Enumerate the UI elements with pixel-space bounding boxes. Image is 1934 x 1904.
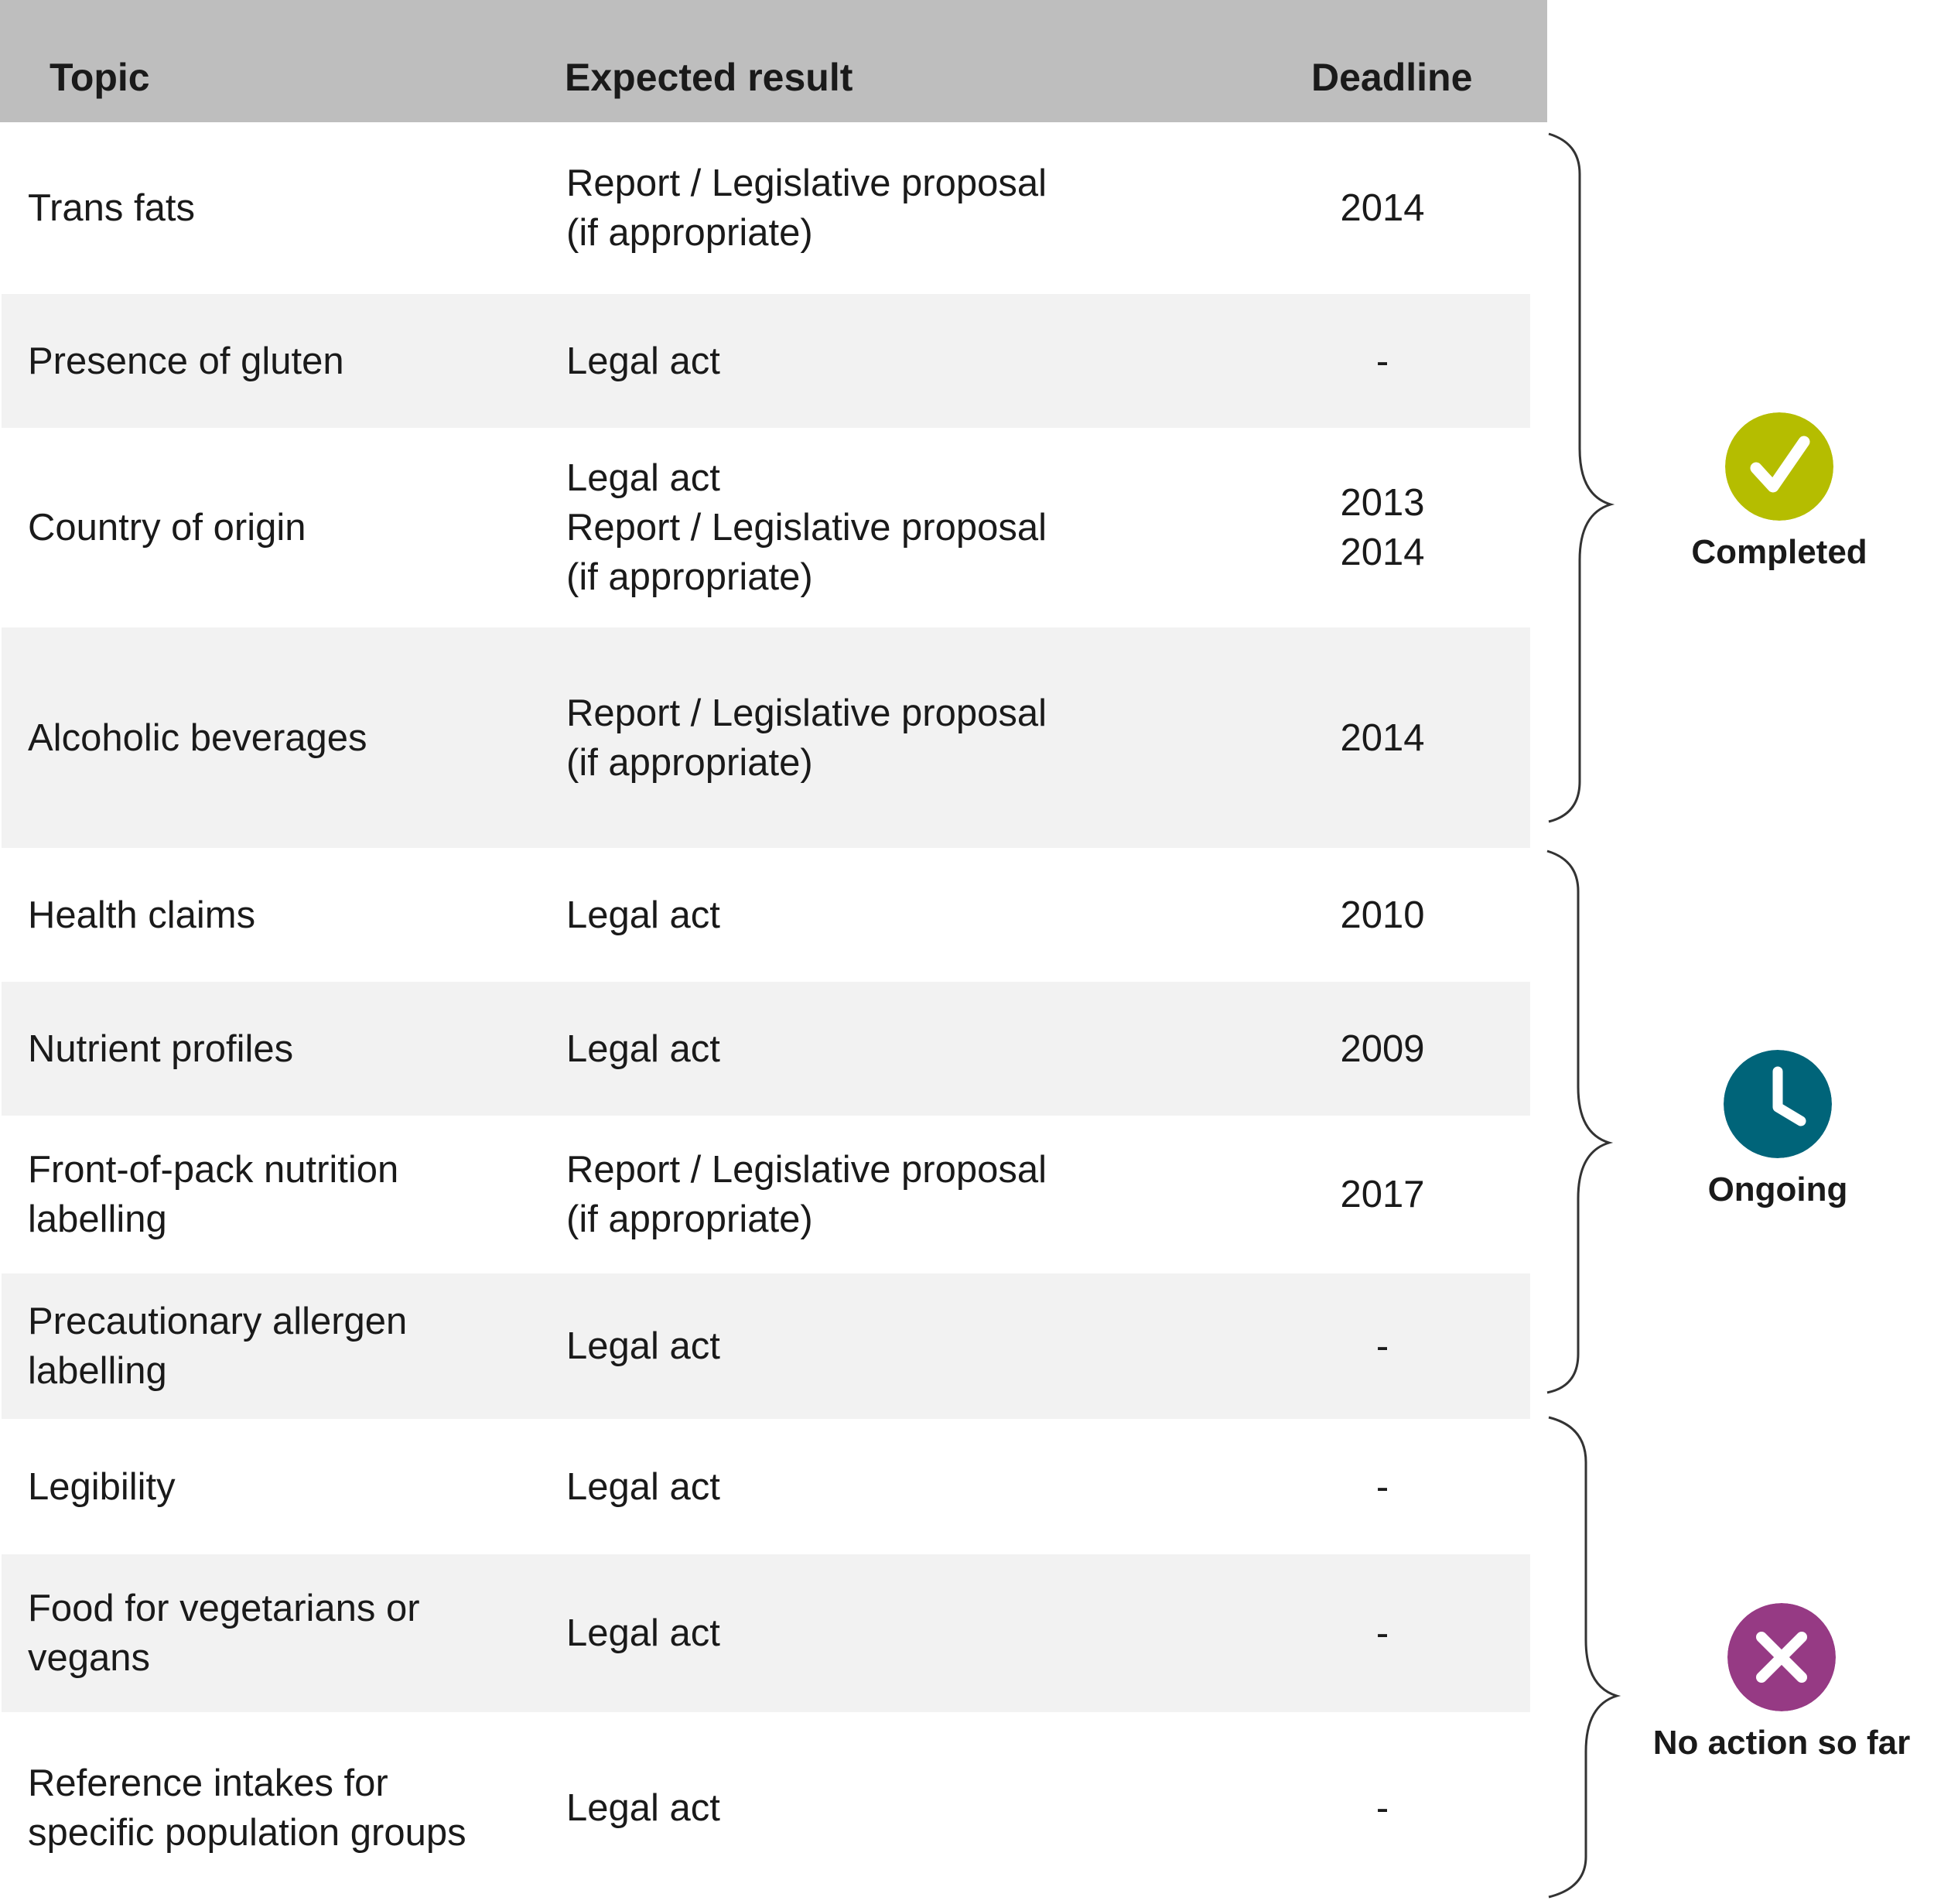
expected-result-cell bbox=[566, 1554, 1263, 1712]
topic-cell bbox=[28, 294, 523, 428]
header-deadline: Deadline bbox=[1311, 56, 1473, 99]
expected-result-cell bbox=[566, 1712, 1263, 1904]
deadline-cell-line: 2014 bbox=[1340, 716, 1425, 759]
deadline-cell-line: 2014 bbox=[1340, 532, 1425, 573]
deadline-cell-line: - bbox=[1375, 1787, 1389, 1829]
table-row bbox=[2, 294, 1530, 428]
topic-cell-line: Nutrient profiles bbox=[28, 1027, 294, 1070]
deadline-cell bbox=[1270, 1116, 1495, 1273]
bracket-completed bbox=[1549, 134, 1611, 822]
expected-result-cell-line: Legal act bbox=[566, 1465, 720, 1508]
expected-result-cell bbox=[566, 982, 1263, 1116]
deadline-cell-line: - bbox=[1375, 1465, 1389, 1508]
topic-cell bbox=[28, 1273, 523, 1419]
topic-cell-line: Trans fats bbox=[28, 187, 196, 229]
deadline-cell bbox=[1270, 627, 1495, 848]
topic-cell-line: vegans bbox=[28, 1637, 151, 1679]
topic-cell-line: Food for vegetarians or bbox=[28, 1588, 420, 1629]
expected-result-cell-line: Legal act bbox=[566, 457, 720, 499]
expected-result-cell-line: Legal act bbox=[566, 1027, 720, 1070]
topic-cell-line: Health claims bbox=[28, 894, 256, 936]
topic-cell bbox=[28, 1419, 523, 1554]
status-label-ongoing: Ongoing bbox=[1707, 1171, 1848, 1208]
deadline-cell bbox=[1270, 122, 1495, 294]
deadline-cell-line: - bbox=[1375, 340, 1389, 382]
topic-cell-line: labelling bbox=[28, 1350, 167, 1392]
deadline-cell bbox=[1270, 848, 1495, 982]
topic-cell bbox=[28, 1116, 523, 1273]
expected-result-cell-line: Report / Legislative proposal bbox=[566, 1149, 1047, 1191]
topic-cell-line: labelling bbox=[28, 1198, 167, 1240]
topic-cell bbox=[28, 122, 523, 294]
table-row bbox=[2, 1116, 1530, 1273]
deadline-cell-line: 2009 bbox=[1340, 1027, 1425, 1070]
table-row bbox=[2, 982, 1530, 1116]
header-topic: Topic bbox=[50, 56, 150, 99]
deadline-cell bbox=[1270, 1419, 1495, 1554]
deadline-cell bbox=[1270, 294, 1495, 428]
topic-cell bbox=[28, 1712, 523, 1904]
topic-cell bbox=[28, 627, 523, 848]
deadline-cell-line: 2013 bbox=[1340, 482, 1425, 524]
clock-icon bbox=[1724, 1050, 1832, 1158]
table-header bbox=[0, 0, 1547, 122]
deadline-cell-line: 2014 bbox=[1340, 187, 1425, 229]
expected-result-cell-line: Legal act bbox=[566, 894, 720, 936]
table-row bbox=[2, 1554, 1530, 1712]
cross-icon bbox=[1727, 1603, 1836, 1711]
table-row bbox=[2, 848, 1530, 982]
deadline-cell-line: 2010 bbox=[1340, 894, 1425, 936]
topic-cell-line: Country of origin bbox=[28, 507, 306, 549]
topic-cell-line: specific population groups bbox=[28, 1812, 466, 1854]
expected-result-cell bbox=[566, 627, 1263, 848]
header-expected-result: Expected result bbox=[565, 56, 853, 99]
topic-cell-line: Legibility bbox=[28, 1465, 176, 1508]
deadline-cell bbox=[1270, 1554, 1495, 1712]
expected-result-cell bbox=[566, 848, 1263, 982]
topic-cell bbox=[28, 848, 523, 982]
expected-result-cell bbox=[566, 122, 1263, 294]
topic-cell bbox=[28, 1554, 523, 1712]
topic-cell-line: Precautionary allergen bbox=[28, 1301, 408, 1342]
deadline-cell bbox=[1270, 1712, 1495, 1904]
table-row bbox=[2, 1419, 1530, 1554]
deadline-cell bbox=[1270, 982, 1495, 1116]
expected-result-cell-line: Report / Legislative proposal bbox=[566, 692, 1047, 734]
expected-result-cell-line: (if appropriate) bbox=[566, 741, 813, 784]
table-row bbox=[2, 627, 1530, 848]
checkmark-icon bbox=[1725, 412, 1833, 521]
expected-result-cell bbox=[566, 1273, 1263, 1419]
deadline-cell-line: 2017 bbox=[1340, 1174, 1425, 1215]
deadline-cell-line: - bbox=[1375, 1325, 1389, 1367]
status-label-completed: Completed bbox=[1691, 533, 1867, 571]
status-completed bbox=[1640, 412, 1919, 572]
table-row bbox=[2, 1273, 1530, 1419]
bracket-ongoing bbox=[1547, 851, 1609, 1393]
topic-cell-line: Front-of-pack nutrition bbox=[28, 1149, 399, 1191]
expected-result-cell-line: (if appropriate) bbox=[566, 1198, 813, 1240]
bracket-no-action bbox=[1549, 1417, 1617, 1897]
status-no-action bbox=[1642, 1603, 1921, 1762]
expected-result-cell bbox=[566, 428, 1263, 627]
expected-result-cell-line: Legal act bbox=[566, 1325, 720, 1367]
status-ongoing bbox=[1638, 1050, 1917, 1209]
topic-cell-line: Reference intakes for bbox=[28, 1762, 388, 1804]
status-label-no-action: No action so far bbox=[1652, 1724, 1911, 1762]
expected-result-cell-line: Legal act bbox=[566, 340, 720, 382]
expected-result-cell-line: Report / Legislative proposal bbox=[566, 162, 1047, 204]
table-row bbox=[2, 428, 1530, 627]
expected-result-cell-line: Legal act bbox=[566, 1787, 720, 1829]
table-row bbox=[2, 122, 1530, 294]
expected-result-cell bbox=[566, 294, 1263, 428]
topic-cell-line: Presence of gluten bbox=[28, 340, 344, 382]
topic-cell bbox=[28, 982, 523, 1116]
expected-result-cell-line: Report / Legislative proposal bbox=[566, 507, 1047, 549]
expected-result-cell-line: (if appropriate) bbox=[566, 556, 813, 598]
deadline-cell-line: - bbox=[1375, 1612, 1389, 1654]
expected-result-cell-line: Legal act bbox=[566, 1612, 720, 1654]
expected-result-cell bbox=[566, 1116, 1263, 1273]
deadline-cell bbox=[1270, 1273, 1495, 1419]
expected-result-cell bbox=[566, 1419, 1263, 1554]
expected-result-cell-line: (if appropriate) bbox=[566, 212, 813, 254]
deadline-cell bbox=[1270, 428, 1495, 627]
topic-cell bbox=[28, 428, 523, 627]
topic-cell-line: Alcoholic beverages bbox=[28, 716, 367, 759]
table-row bbox=[2, 1712, 1530, 1904]
